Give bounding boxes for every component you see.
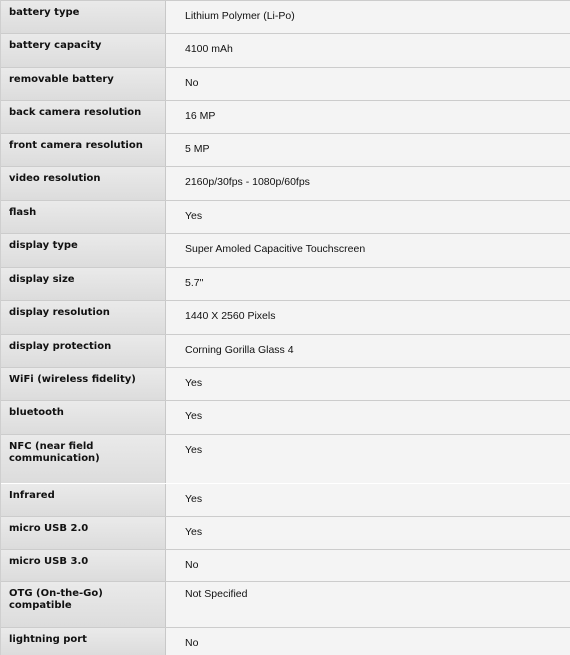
spec-label: battery type: [1, 1, 166, 33]
spec-value: Yes: [166, 435, 570, 483]
spec-label: display size: [1, 268, 166, 300]
spec-row-micro-usb-3: [1, 549, 570, 581]
spec-value: Yes: [166, 401, 570, 434]
spec-label: micro USB 3.0: [1, 550, 166, 581]
spec-label: video resolution: [1, 167, 166, 200]
spec-label: flash: [1, 201, 166, 233]
spec-row-infrared: [1, 483, 570, 516]
spec-value: 2160p/30fps - 1080p/60fps: [166, 167, 570, 200]
spec-row-display-protection: [1, 334, 570, 367]
spec-label: display resolution: [1, 301, 166, 334]
spec-row-wifi: [1, 367, 570, 400]
spec-value: Yes: [166, 368, 570, 400]
spec-label: battery capacity: [1, 34, 166, 67]
spec-label: display type: [1, 234, 166, 267]
spec-label: OTG (On-the-Go) compatible: [1, 582, 166, 627]
spec-row-lightning-port: [1, 627, 570, 655]
spec-value: Corning Gorilla Glass 4: [166, 335, 570, 367]
spec-value: No: [166, 68, 570, 100]
spec-value: Yes: [166, 201, 570, 233]
spec-row-display-size: [1, 267, 570, 300]
spec-label: front camera resolution: [1, 134, 166, 166]
spec-value: Lithium Polymer (Li-Po): [166, 1, 570, 33]
spec-label: bluetooth: [1, 401, 166, 434]
spec-row-micro-usb-2: [1, 516, 570, 549]
spec-value: 4100 mAh: [166, 34, 570, 67]
spec-row-removable-battery: [1, 67, 570, 100]
spec-row-video-resolution: [1, 166, 570, 200]
spec-label: removable battery: [1, 68, 166, 100]
spec-row-otg: [1, 581, 570, 627]
spec-label: NFC (near field communication): [1, 435, 166, 483]
spec-row-battery-type: [1, 0, 570, 33]
spec-value: Not Specified: [166, 582, 570, 627]
spec-row-back-camera-resolution: [1, 100, 570, 133]
spec-row-battery-capacity: [1, 33, 570, 67]
spec-value: Yes: [166, 484, 570, 516]
spec-row-bluetooth: [1, 400, 570, 434]
spec-label: WiFi (wireless fidelity): [1, 368, 166, 400]
spec-value: 1440 X 2560 Pixels: [166, 301, 570, 334]
spec-row-display-type: [1, 233, 570, 267]
spec-value: 16 MP: [166, 101, 570, 133]
spec-label: back camera resolution: [1, 101, 166, 133]
spec-row-flash: [1, 200, 570, 233]
spec-row-nfc: [1, 434, 570, 483]
spec-value: No: [166, 550, 570, 581]
spec-label: micro USB 2.0: [1, 517, 166, 549]
spec-row-display-resolution: [1, 300, 570, 334]
spec-value: 5.7": [166, 268, 570, 300]
spec-label: Infrared: [1, 484, 166, 516]
spec-row-front-camera-resolution: [1, 133, 570, 166]
spec-value: Yes: [166, 517, 570, 549]
spec-value: No: [166, 628, 570, 655]
spec-label: display protection: [1, 335, 166, 367]
spec-value: 5 MP: [166, 134, 570, 166]
spec-label: lightning port: [1, 628, 166, 655]
spec-value: Super Amoled Capacitive Touchscreen: [166, 234, 570, 267]
